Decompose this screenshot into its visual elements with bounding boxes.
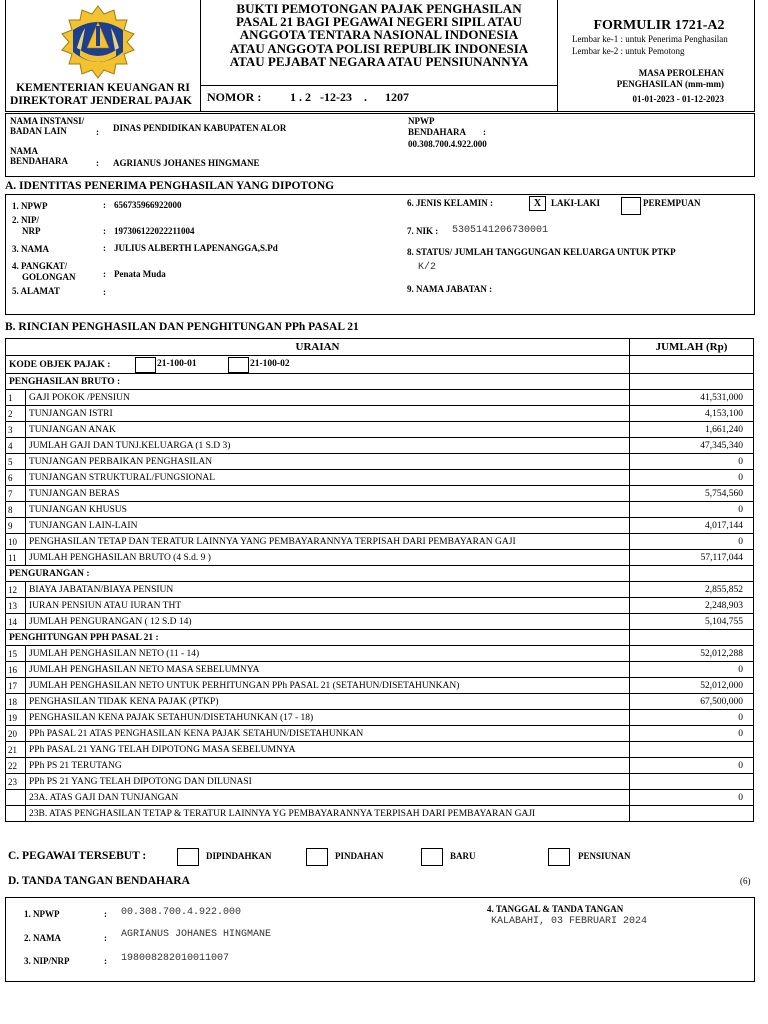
row-label: TUNJANGAN KHUSUS	[26, 502, 630, 518]
row-value: 0	[630, 662, 754, 678]
row-value: 4,017,144	[630, 518, 754, 534]
ministry-logo	[55, 4, 141, 82]
colon: :	[103, 243, 106, 253]
row-number: 15	[6, 646, 26, 662]
table-row	[6, 454, 754, 470]
row-label: JUMLAH PENGHASILAN NETO UNTUK PERHITUNGAN PPh PASAL 21 (SETAHUN/DISETAHUNKAN)	[26, 678, 630, 694]
row-label: 23B. ATAS PENGHASILAN TETAP & TERATUR LAINNYA YG PEMBAYARANNYA TERPISAH DARI PEMBAYARAN GAJI	[26, 806, 630, 822]
row-number: 19	[6, 710, 26, 726]
table-row	[6, 598, 754, 614]
kode2-checkbox[interactable]	[228, 357, 249, 373]
table-row	[6, 390, 754, 406]
pindahan-checkbox[interactable]	[306, 848, 328, 866]
row-label: PPh PASAL 21 ATAS PENGHASILAN KENA PAJAK SETAHUN/DISETAHUNKAN	[26, 726, 630, 742]
nomor-value: 1 . 2 -12-23 . 1207	[290, 90, 409, 104]
pph-header: PENGHITUNGAN PPH PASAL 21 :	[6, 630, 630, 646]
title-line: ANGGOTA TENTARA NASIONAL INDONESIA	[239, 27, 519, 43]
row-label: PENGHASILAN KENA PAJAK SETAHUN/DISETAHUNKAN (17 - 18)	[26, 710, 630, 726]
col-header-jumlah: JUMLAH (Rp)	[630, 339, 754, 356]
row-label: TUNJANGAN BERAS	[26, 486, 630, 502]
row-number: 3	[6, 422, 26, 438]
bruto-header: PENGHASILAN BRUTO :	[6, 374, 630, 390]
table-row	[6, 502, 754, 518]
table-row	[6, 550, 754, 566]
kode1-checkbox[interactable]	[135, 357, 156, 373]
row-number: 13	[6, 598, 26, 614]
row-label: TUNJANGAN STRUKTURAL/FUNGSIONAL	[26, 470, 630, 486]
row-label: JUMLAH PENGHASILAN BRUTO (4 S.d. 9 )	[26, 550, 630, 566]
income-table	[5, 338, 754, 822]
title-line: PASAL 21 BAGI PEGAWAI NEGERI SIPIL ATAU	[235, 14, 523, 30]
section-c-title: C. PEGAWAI TERSEBUT :	[8, 850, 147, 862]
table-row	[6, 758, 754, 774]
male-checkbox[interactable]: X	[529, 196, 546, 211]
colon: :	[104, 933, 107, 943]
baru-label: BARU	[450, 851, 476, 861]
colon: :	[103, 200, 106, 210]
row-number: 17	[6, 678, 26, 694]
form-title	[203, 2, 555, 68]
pangkat-label-line: GOLONGAN	[22, 272, 76, 282]
table-row	[6, 806, 754, 822]
female-label: PEREMPUAN	[643, 198, 701, 208]
table-row	[6, 406, 754, 422]
kode-label: KODE OBJEK PAJAK :	[9, 359, 111, 370]
npwp-bendahara-label-2: BENDAHARA	[408, 127, 467, 137]
table-row	[6, 534, 754, 550]
colon: :	[103, 269, 106, 279]
row-number: 4	[6, 438, 26, 454]
table-row	[6, 710, 754, 726]
sheet-1-note: Lembar ke-1 : untuk Penerima Penghasilan	[572, 34, 728, 44]
period-value: 01-01-2023 - 01-12-2023	[632, 94, 724, 104]
status-label: 8. STATUS/ JUMLAH TANGGUNGAN KELUARGA UNTUK PTKP	[407, 247, 676, 257]
d-date-value: KALABAHI, 03 FEBRUARI 2024	[491, 916, 648, 927]
row-label: JUMLAH GAJI DAN TUNJ.KELUARGA (1 S.D 3)	[26, 438, 630, 454]
row-value: 0	[630, 502, 754, 518]
pangkat-label	[12, 261, 76, 283]
section-d-title: D. TANDA TANGAN BENDAHARA	[8, 875, 190, 887]
header-divider-left	[200, 0, 201, 112]
row-label: PPh PS 21 YANG TELAH DIPOTONG DAN DILUNASI	[26, 774, 630, 790]
table-row	[6, 470, 754, 486]
table-row	[6, 582, 754, 598]
row-value: 0	[630, 710, 754, 726]
d-npwp-label: 1. NPWP	[24, 909, 60, 919]
nip-label-line: 2. NIP/	[12, 215, 39, 225]
row-label: JUMLAH PENGHASILAN NETO (11 - 14)	[26, 646, 630, 662]
bendahara-label-line: BENDAHARA	[10, 156, 69, 166]
table-row	[6, 646, 754, 662]
row-number: 5	[6, 454, 26, 470]
row-number: 23	[6, 774, 26, 790]
nama-label: 3. NAMA	[12, 244, 49, 254]
row-value	[630, 806, 754, 822]
row-label: BIAYA JABATAN/BIAYA PENSIUN	[26, 582, 630, 598]
row-value: 0	[630, 758, 754, 774]
row-number	[6, 790, 26, 806]
table-row	[6, 694, 754, 710]
table-row	[6, 518, 754, 534]
section-d-frame	[5, 897, 755, 982]
npwp-bendahara-label-1: NPWP	[408, 116, 435, 126]
row-value: 4,153,100	[630, 406, 754, 422]
row-number: 16	[6, 662, 26, 678]
row-value: 0	[630, 726, 754, 742]
header-nomor-line	[200, 85, 557, 86]
colon: :	[103, 287, 106, 297]
col-header-uraian: URAIAN	[6, 339, 630, 356]
row-label: TUNJANGAN PERBAIKAN PENGHASILAN	[26, 454, 630, 470]
table-row	[6, 678, 754, 694]
npwp-value: 656735966922000	[114, 200, 182, 210]
nomor-label: NOMOR :	[207, 90, 262, 104]
dipindahkan-label: DIPINDAHKAN	[206, 851, 272, 861]
row-number: 22	[6, 758, 26, 774]
baru-checkbox[interactable]	[421, 848, 443, 866]
row-number: 2	[6, 406, 26, 422]
row-value: 57,117,044	[630, 550, 754, 566]
row-number	[6, 806, 26, 822]
colon: :	[96, 158, 99, 168]
table-row	[6, 614, 754, 630]
row-number: 6	[6, 470, 26, 486]
bendahara-value: AGRIANUS JOHANES HINGMANE	[113, 158, 260, 168]
row-label: GAJI POKOK /PENSIUN	[26, 390, 630, 406]
female-checkbox[interactable]	[621, 197, 641, 215]
row-value: 52,012,288	[630, 646, 754, 662]
instansi-value: DINAS PENDIDIKAN KABUPATEN ALOR	[113, 123, 287, 133]
section-a-title: A. IDENTITAS PENERIMA PENGHASILAN YANG DIPOTONG	[5, 180, 335, 192]
nik-value: 5305141206730001	[452, 225, 549, 236]
row-label: JUMLAH PENGURANGAN ( 12 S.D 14)	[26, 614, 630, 630]
colon: :	[96, 127, 99, 137]
nip-label	[12, 215, 41, 237]
jabatan-label: 9. NAMA JABATAN :	[407, 284, 493, 294]
row-number: 20	[6, 726, 26, 742]
row-number: 21	[6, 742, 26, 758]
row-value: 0	[630, 790, 754, 806]
directorate-name: DIREKTORAT JENDERAL PAJAK	[10, 95, 192, 107]
table-row	[6, 422, 754, 438]
sheet-2-note: Lembar ke-2 : untuk Pemotong	[572, 46, 685, 56]
row-value	[630, 774, 754, 790]
alamat-label: 5. ALAMAT	[12, 286, 60, 296]
row-label: TUNJANGAN ISTRI	[26, 406, 630, 422]
title-line: BUKTI PEMOTONGAN PAJAK PENGHASILAN	[236, 1, 522, 16]
table-row	[6, 774, 754, 790]
row-number: 9	[6, 518, 26, 534]
pengurangan-header: PENGURANGAN :	[6, 566, 630, 582]
table-row	[6, 742, 754, 758]
d-nip-value: 198008282010011007	[121, 953, 230, 964]
row-number: 18	[6, 694, 26, 710]
kode-objek-row	[6, 356, 630, 374]
row-value	[630, 742, 754, 758]
row-label: JUMLAH PENGHASILAN NETO MASA SEBELUMNYA	[26, 662, 630, 678]
bendahara-label	[10, 146, 68, 166]
row-value: 0	[630, 454, 754, 470]
header-divider-right	[557, 0, 558, 112]
kode-objek-value	[630, 356, 754, 374]
row-value: 41,531,000	[630, 390, 754, 406]
row-label: PPh PS 21 TERUTANG	[26, 758, 630, 774]
bruto-rows	[6, 390, 754, 566]
period-label-1: MASA PEROLEHAN	[638, 68, 724, 78]
row-label: PENGHASILAN TIDAK KENA PAJAK (PTKP)	[26, 694, 630, 710]
d-date-label: 4. TANGGAL & TANDA TANGAN	[487, 904, 624, 914]
row-value: 2,855,852	[630, 582, 754, 598]
row-value: 1,661,240	[630, 422, 754, 438]
d-nip-label: 3. NIP/NRP	[24, 956, 70, 966]
row-number: 8	[6, 502, 26, 518]
row-label: TUNJANGAN LAIN-LAIN	[26, 518, 630, 534]
pph-rows	[6, 646, 754, 822]
male-label: LAKI-LAKI	[551, 198, 601, 208]
npwp-bendahara-value: 00.308.700.4.922.000	[408, 139, 487, 149]
instansi-label-line: BADAN LAIN	[10, 126, 67, 136]
empty-cell	[630, 566, 754, 582]
pensiunan-label: PENSIUNAN	[578, 851, 631, 861]
row-value: 52,012,000	[630, 678, 754, 694]
row-number: 14	[6, 614, 26, 630]
row-value: 0	[630, 534, 754, 550]
empty-cell	[630, 374, 754, 390]
colon: :	[103, 226, 106, 236]
d-nama-label: 2. NAMA	[24, 933, 61, 943]
pengurangan-rows	[6, 582, 754, 630]
nip-value: 197306122022211004	[114, 226, 195, 236]
form-name: FORMULIR 1721-A2	[593, 18, 725, 33]
row-number: 10	[6, 534, 26, 550]
ministry-name: KEMENTERIAN KEUANGAN RI	[16, 82, 190, 94]
row-value: 5,104,755	[630, 614, 754, 630]
title-line: ATAU ANGGOTA POLISI REPUBLIK INDONESIA	[229, 40, 529, 56]
table-row	[6, 790, 754, 806]
row-value: 0	[630, 470, 754, 486]
bendahara-label-line: NAMA	[10, 146, 38, 156]
pindahan-label: PINDAHAN	[335, 851, 384, 861]
table-row	[6, 438, 754, 454]
npwp-label: 1. NPWP	[12, 201, 48, 211]
row-value: 67,500,000	[630, 694, 754, 710]
instansi-label	[10, 116, 84, 136]
period-label-2: PENGHASILAN (mm-mm)	[616, 79, 724, 89]
empty-cell	[630, 630, 754, 646]
row-value: 2,248,903	[630, 598, 754, 614]
row-number: 12	[6, 582, 26, 598]
row-number: 11	[6, 550, 26, 566]
table-row	[6, 662, 754, 678]
row-label: PENGHASILAN TETAP DAN TERATUR LAINNYA YANG PEMBAYARANNYA TERPISAH DARI PEMBAYARAN GAJI	[26, 534, 630, 550]
row-number: 7	[6, 486, 26, 502]
section-b-title: B. RINCIAN PENGHASILAN DAN PENGHITUNGAN PPh PASAL 21	[5, 321, 359, 333]
kode1-label: 21-100-01	[157, 359, 197, 369]
instansi-label-line: NAMA INSTANSI/	[10, 116, 85, 126]
row-label: 23A. ATAS GAJI DAN TUNJANGAN	[26, 790, 630, 806]
row-value: 47,345,340	[630, 438, 754, 454]
gender-label: 6. JENIS KELAMIN :	[407, 198, 494, 208]
nik-label: 7. NIK :	[407, 226, 439, 236]
dipindahkan-checkbox[interactable]	[177, 848, 199, 866]
nama-value: JULIUS ALBERTH LAPENANGGA,S.Pd	[114, 243, 278, 253]
row-number: 1	[6, 390, 26, 406]
row-label: TUNJANGAN ANAK	[26, 422, 630, 438]
d-npwp-value: 00.308.700.4.922.000	[121, 907, 242, 918]
kode2-label: 21-100-02	[250, 359, 290, 369]
pangkat-label-line: 4. PANGKAT/	[12, 261, 68, 271]
row-label: IURAN PENSIUN ATAU IURAN THT	[26, 598, 630, 614]
colon: :	[483, 127, 486, 137]
page-mark: (6)	[740, 876, 751, 886]
table-row	[6, 726, 754, 742]
status-value: K/2	[418, 262, 437, 273]
table-row	[6, 486, 754, 502]
title-line: ATAU PEJABAT NEGARA ATAU PENSIUNANNYA	[229, 53, 529, 69]
nip-label-line: NRP	[22, 226, 41, 236]
colon: :	[104, 956, 107, 966]
pensiunan-checkbox[interactable]	[548, 848, 570, 866]
pangkat-value: Penata Muda	[114, 269, 166, 279]
colon: :	[104, 909, 107, 919]
d-nama-value: AGRIANUS JOHANES HINGMANE	[121, 929, 272, 940]
row-label: PPh PASAL 21 YANG TELAH DIPOTONG MASA SEBELUMNYA	[26, 742, 630, 758]
row-value: 5,754,560	[630, 486, 754, 502]
